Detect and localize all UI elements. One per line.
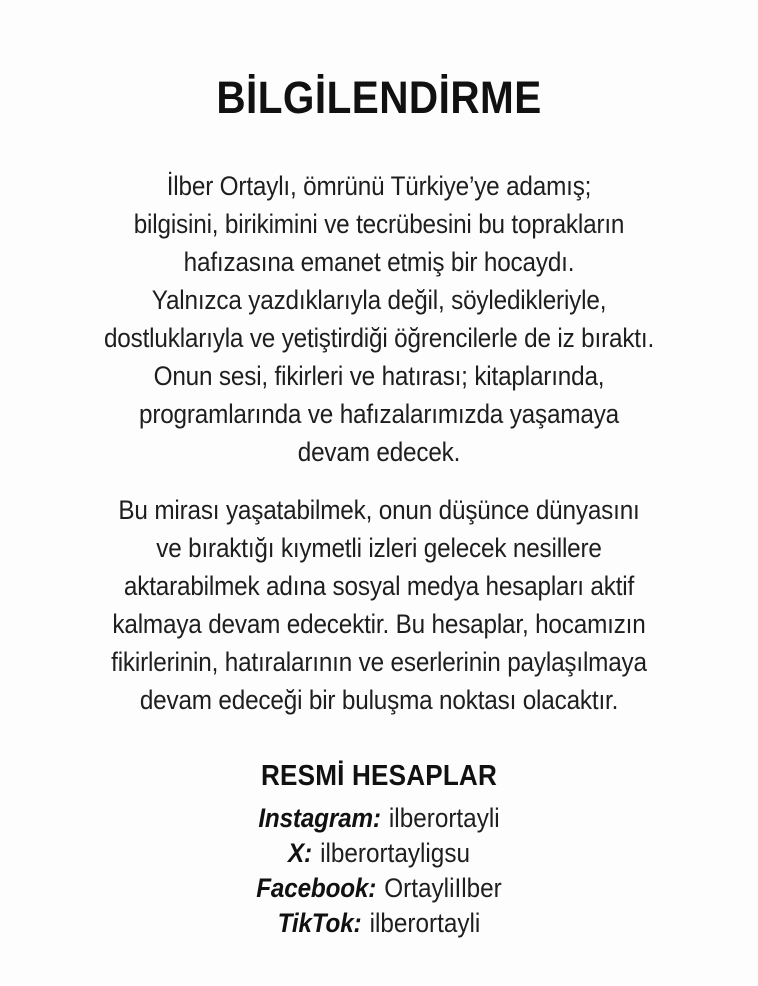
text-line: bilgisini, birikimini ve tecrübesini bu toprakların: [133, 209, 625, 240]
tiktok-label: TikTok:: [277, 908, 362, 939]
official-accounts-section: [38, 761, 720, 941]
text-line: programlarında ve hafızalarımızda yaşamaya: [138, 399, 620, 430]
account-row-facebook: [38, 871, 720, 906]
x-label: X:: [288, 838, 312, 869]
text-line: Onun sesi, fikirleri ve hatırası; kitaplarında,: [153, 361, 605, 392]
announcement-content: [38, 74, 720, 941]
accounts-heading: RESMİ HESAPLAR: [261, 760, 497, 793]
paragraph-legacy: [38, 491, 720, 719]
text-line: fikirlerinin, hatıralarının ve eserlerinin paylaşılmaya: [111, 647, 647, 678]
facebook-label: Facebook:: [256, 873, 377, 904]
text-line: kalmaya devam edecektir. Bu hesaplar, hocamızın: [112, 609, 646, 640]
account-row-x: [38, 836, 720, 871]
text-line: İlber Ortaylı, ömrünü Türkiye’ye adamış;: [166, 171, 592, 202]
facebook-handle: OrtayliIlber: [384, 873, 502, 904]
text-line: ve bıraktığı kıymetli izleri gelecek nesillere: [156, 533, 602, 564]
account-row-tiktok: [38, 906, 720, 941]
text-line: Bu mirası yaşatabilmek, onun düşünce dünyasını: [118, 495, 640, 526]
text-line: Yalnızca yazdıklarıyla değil, söyledikleriyle,: [151, 285, 607, 316]
x-handle: ilberortayligsu: [320, 838, 470, 869]
text-line: hafızasına emanet etmiş bir hocaydı.: [183, 247, 575, 278]
text-line: devam edeceği bir buluşma noktası olacaktır.: [139, 685, 619, 716]
text-line: aktarabilmek adına sosyal medya hesapları aktif: [123, 571, 635, 602]
text-line: devam edecek.: [297, 437, 461, 468]
account-row-instagram: [38, 801, 720, 836]
text-line: dostluklarıyla ve yetiştirdiği öğrencilerle de iz bıraktı.: [103, 323, 655, 354]
paragraph-memorial: [38, 167, 720, 471]
instagram-label: Instagram:: [258, 803, 381, 834]
announcement-page: [0, 74, 758, 986]
instagram-handle: ilberortayli: [388, 803, 500, 834]
page-title: BİLGİLENDİRME: [216, 72, 542, 123]
tiktok-handle: ilberortayli: [369, 908, 481, 939]
